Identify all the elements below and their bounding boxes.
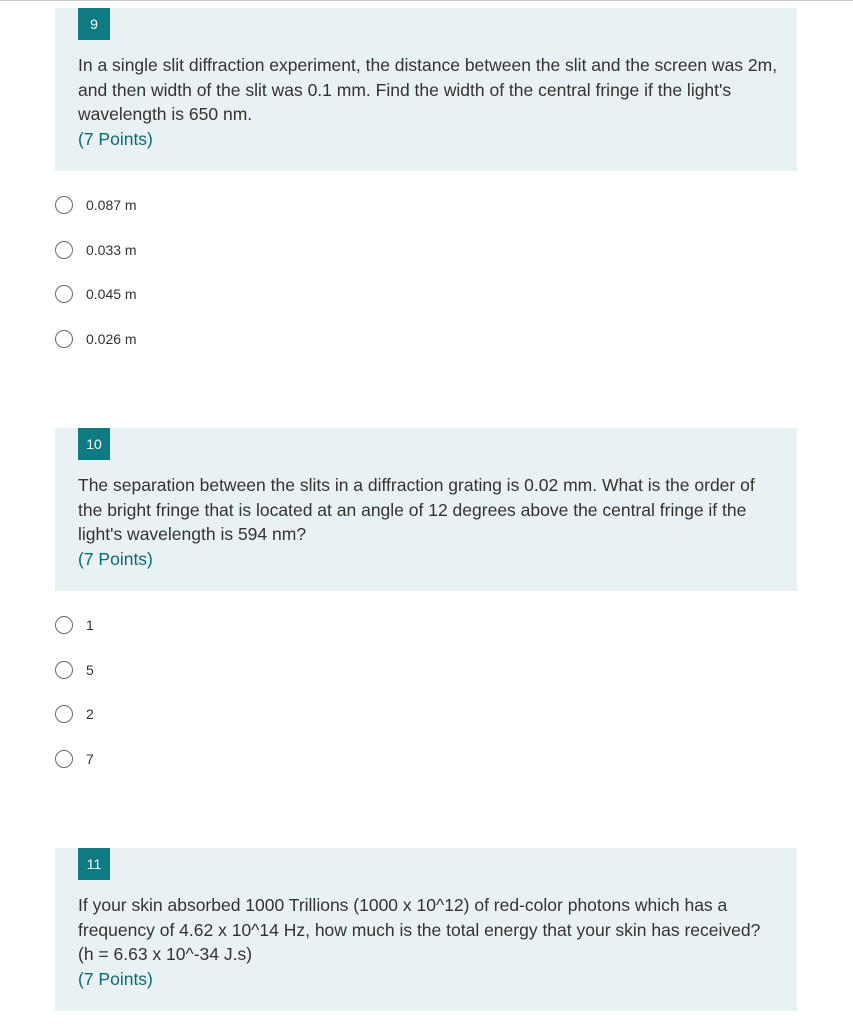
radio-button[interactable] [55, 661, 73, 679]
question-text [78, 53, 778, 151]
question-header [55, 8, 797, 171]
answer-option[interactable] [55, 194, 137, 216]
answer-option[interactable] [55, 614, 94, 636]
option-label: 1 [86, 617, 94, 633]
question-text [78, 893, 778, 991]
question-number-badge: 9 [78, 8, 110, 40]
answer-option[interactable] [55, 328, 137, 350]
question-points: (7 Points) [78, 128, 153, 149]
radio-button[interactable] [55, 196, 73, 214]
option-label: 0.087 m [86, 197, 137, 213]
answer-option[interactable] [55, 659, 94, 681]
answer-option[interactable] [55, 703, 94, 725]
answer-option[interactable] [55, 283, 137, 305]
question-points: (7 Points) [78, 968, 153, 989]
question-number-badge: 11 [78, 848, 110, 880]
option-label: 0.033 m [86, 242, 137, 258]
answer-option[interactable] [55, 239, 137, 261]
top-divider [0, 0, 853, 1]
radio-button[interactable] [55, 750, 73, 768]
question-points: (7 Points) [78, 548, 153, 569]
question-header [55, 848, 797, 1011]
question-header [55, 428, 797, 591]
question-11 [55, 848, 797, 1011]
question-prompt: The separation between the slits in a diffraction grating is 0.02 mm. What is the order of the bright fringe that is located at an angle of 12 degrees above the central fringe if the light's wavelength is 594 nm? [78, 475, 755, 544]
radio-button[interactable] [55, 705, 73, 723]
option-label: 7 [86, 751, 94, 767]
radio-button[interactable] [55, 241, 73, 259]
option-label: 5 [86, 662, 94, 678]
option-label: 0.045 m [86, 286, 137, 302]
radio-button[interactable] [55, 330, 73, 348]
radio-button[interactable] [55, 616, 73, 634]
question-10 [55, 428, 797, 767]
question-number-badge: 10 [78, 428, 110, 460]
question-9 [55, 8, 797, 347]
question-text [78, 473, 778, 571]
question-prompt: If your skin absorbed 1000 Trillions (1000 x 10^12) of red-color photons which has a frequency of 4.62 x 10^14 Hz, how much is the total energy that your skin has received? (h = 6.63 x 10^-34 J.s) [78, 895, 761, 964]
answer-option[interactable] [55, 748, 94, 770]
radio-button[interactable] [55, 285, 73, 303]
option-label: 0.026 m [86, 331, 137, 347]
question-prompt: In a single slit diffraction experiment, the distance between the slit and the screen was 2m, and then width of the slit was 0.1 mm. Find the width of the central fringe if the light's wavelength is 650 nm. [78, 55, 778, 124]
option-label: 2 [86, 706, 94, 722]
